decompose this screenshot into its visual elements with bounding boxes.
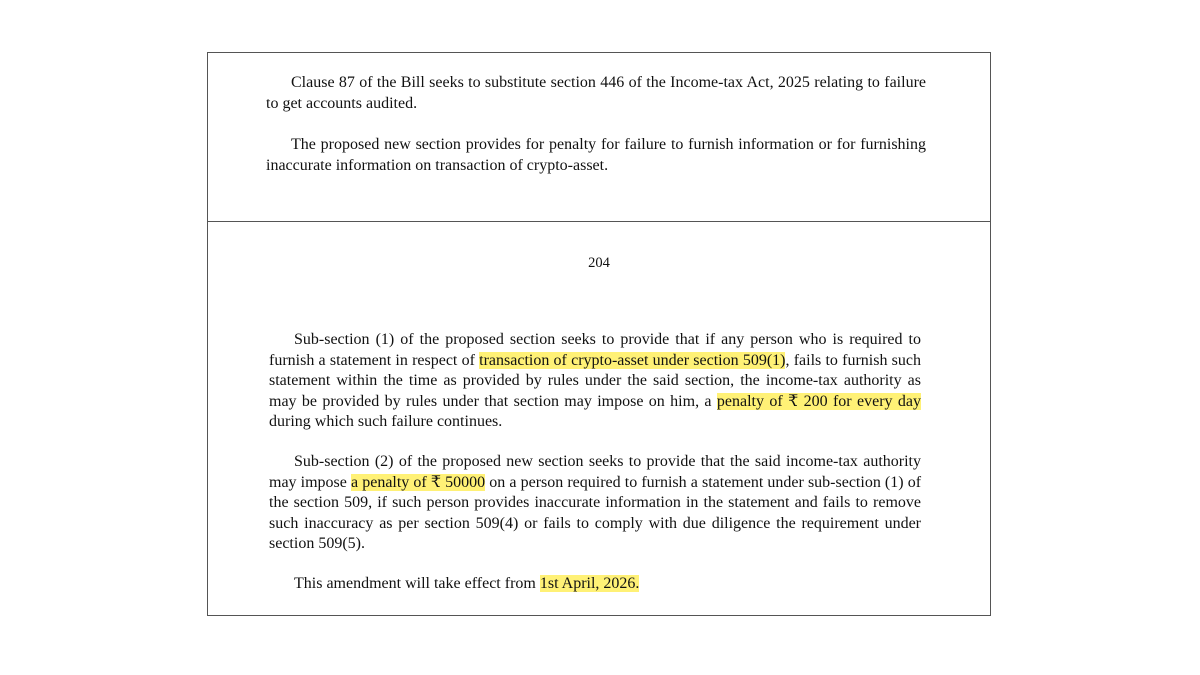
highlight-fixed-penalty: a penalty of ₹ 50000 — [351, 473, 486, 491]
subsection-2-text-start: Sub-section (2) of the proposed new section seeks to provide that the said income-tax authority may impose — [269, 453, 921, 491]
page-number: 204 — [588, 255, 610, 271]
clause-87-paragraph: Clause 87 of the Bill seeks to substitute section 446 of the Income-tax Act, 2025 relating to failure to get accounts audited. — [266, 74, 926, 112]
highlight-crypto-transaction: transaction of crypto-asset under section 509(1) — [479, 351, 786, 369]
page-panel — [207, 221, 991, 616]
subsection-2-text-end: on a person required to furnish a statement under sub-section (1) of the section 509, if such person provides inaccurate information in the statement and fails to remove such inaccuracy as per section 509(4) or fails to comply with due diligence the requirement under section 509(5). — [269, 473, 922, 552]
effective-date-paragraph — [269, 574, 921, 595]
effective-date-text: This amendment will take effect from — [294, 575, 540, 592]
subsection-1-paragraph — [269, 330, 921, 433]
subsection-1-text-middle: , fails to furnish such statement within the time as provided by rules under the said section, the income-tax authority as may be provided by rules under that section may impose on him, a — [269, 351, 921, 410]
highlight-effective-date: 1st April, 2026. — [539, 575, 640, 592]
highlight-daily-penalty: penalty of ₹ 200 for every day — [716, 392, 922, 410]
subsection-2-paragraph — [269, 452, 921, 555]
notes-panel — [207, 52, 991, 222]
subsection-1-text-start: Sub-section (1) of the proposed section seeks to provide that if any person who is required to furnish a statement in respect of — [269, 331, 921, 369]
subsection-1-text-end: during which such failure continues. — [269, 413, 503, 430]
proposed-section-paragraph: The proposed new section provides for penalty for failure to furnish information or for furnishing inaccurate information on transaction of crypto-asset. — [266, 136, 926, 174]
